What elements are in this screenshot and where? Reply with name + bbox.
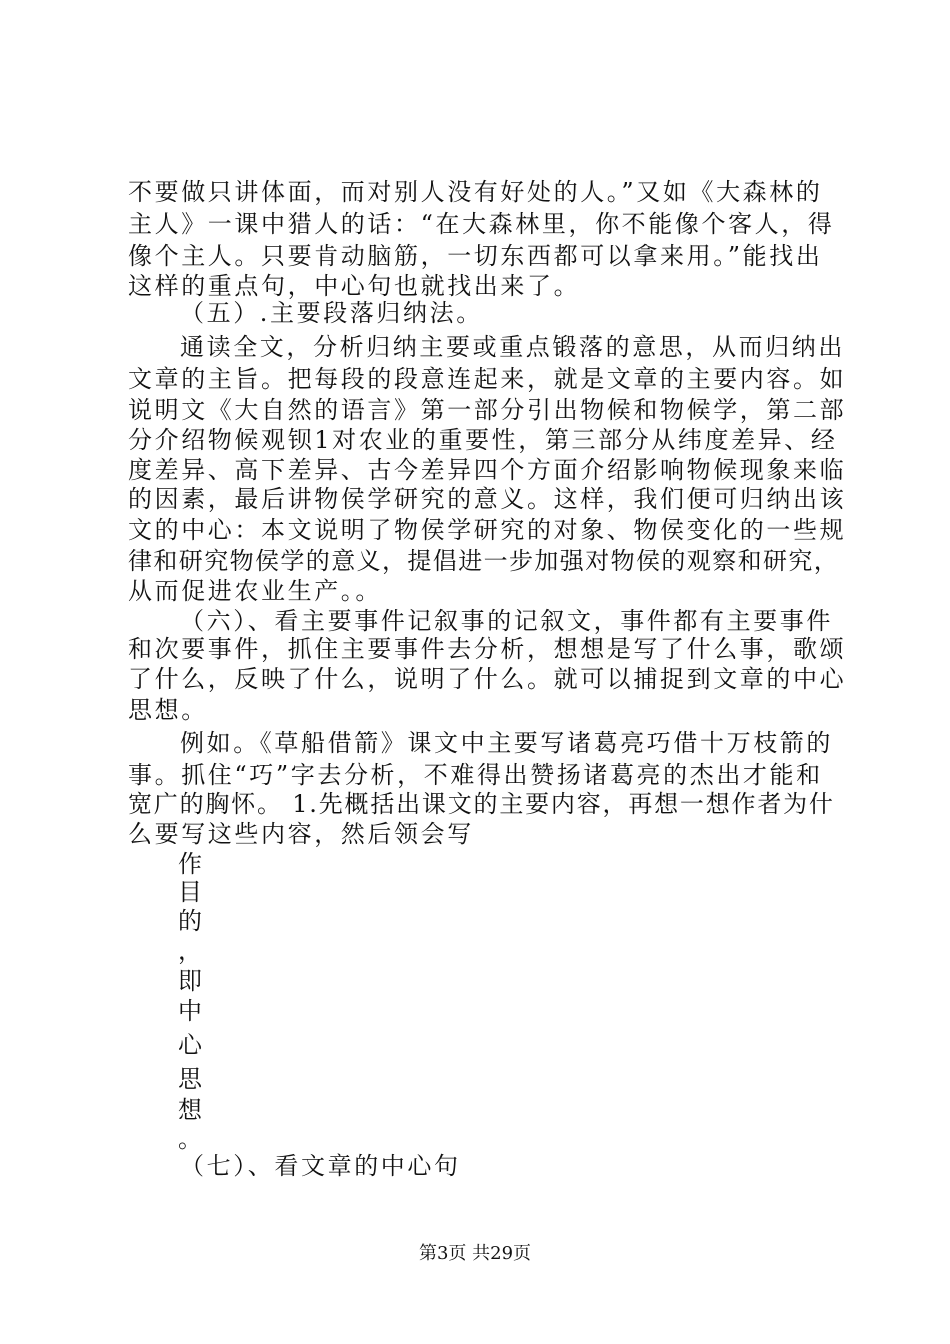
text-line: 的因素，最后讲物侯学研究的意义。这样，我们便可归纳出该 bbox=[128, 485, 847, 513]
text-line: 文章的主旨。把每段的段意连起来，就是文章的主要内容。如 bbox=[128, 365, 847, 393]
page-number-footer: 第3页 共29页 bbox=[418, 1243, 532, 1264]
vertical-char: 想 bbox=[178, 1096, 202, 1124]
text-line: 事。抓住“巧”字去分析，不难得出赞扬诸葛亮的杰出才能和 bbox=[128, 761, 823, 789]
vertical-char: 的 bbox=[178, 907, 202, 935]
text-line: 么要写这些内容，然后领会写 bbox=[128, 820, 474, 848]
text-line: 分介绍物候观钡1对农业的重要性，第三部分从纬度差异、经 bbox=[128, 426, 838, 454]
text-line: 从而促进农业生产。。 bbox=[128, 577, 382, 605]
vertical-char: 即 bbox=[178, 967, 202, 995]
text-line: 主人》一课中猎人的话：“在大森林里，你不能像个客人，得 bbox=[128, 210, 835, 238]
text-line: 不要做只讲体面，而对别人没有好处的人。”又如《大森林的 bbox=[128, 178, 823, 206]
vertical-char: 心 bbox=[178, 1031, 202, 1059]
text-line: 通读全文，分析归纳主要或重点锻落的意思，从而归纳出 bbox=[180, 333, 845, 361]
text-line: 度差异、高下差异、古今差异四个方面介绍影响物候现象来临 bbox=[128, 456, 847, 484]
text-line: 思想。 bbox=[128, 696, 208, 724]
vertical-char: 中 bbox=[178, 997, 202, 1025]
vertical-char: 目 bbox=[178, 878, 202, 906]
text-line: 和次要事件，抓住主要事件去分析，想想是写了什么事，歌颂 bbox=[128, 635, 847, 663]
vertical-char: ， bbox=[178, 937, 202, 965]
section-heading-6: （六）、看主要事件记叙事的记叙文，事件都有主要事件 bbox=[180, 607, 833, 635]
text-line: 了什么，反映了什么，说明了什么。就可以捕捉到文章的中心 bbox=[128, 665, 847, 693]
text-line: 律和研究物侯学的意义，提倡进一步加强对物侯的观察和研究， bbox=[128, 547, 840, 575]
vertical-char: 思 bbox=[178, 1065, 202, 1093]
vertical-char: 作 bbox=[178, 850, 202, 878]
section-heading-7: （七）、看文章的中心句 bbox=[180, 1152, 461, 1180]
text-line: 文的中心：本文说明了物侯学研究的对象、物侯变化的一些规 bbox=[128, 516, 847, 544]
text-line: 例如。《草船借箭》课文中主要写诸葛亮巧借十万枝箭的 bbox=[180, 729, 833, 757]
text-line: 像个主人。只要肯动脑筋，一切东西都可以拿来用。”能找出 bbox=[128, 242, 823, 270]
text-line: 说明文《大自然的语言》第一部分引出物候和物候学，第二部 bbox=[128, 396, 847, 424]
text-line: 这样的重点句，中心句也就找出来了。 bbox=[128, 272, 581, 300]
vertical-char: 。 bbox=[178, 1125, 202, 1153]
text-line: 宽广的胸怀。 1.先概括出课文的主要内容，再想一想作者为什 bbox=[128, 790, 835, 818]
section-heading-5: （五）.主要段落归纳法。 bbox=[180, 299, 483, 327]
